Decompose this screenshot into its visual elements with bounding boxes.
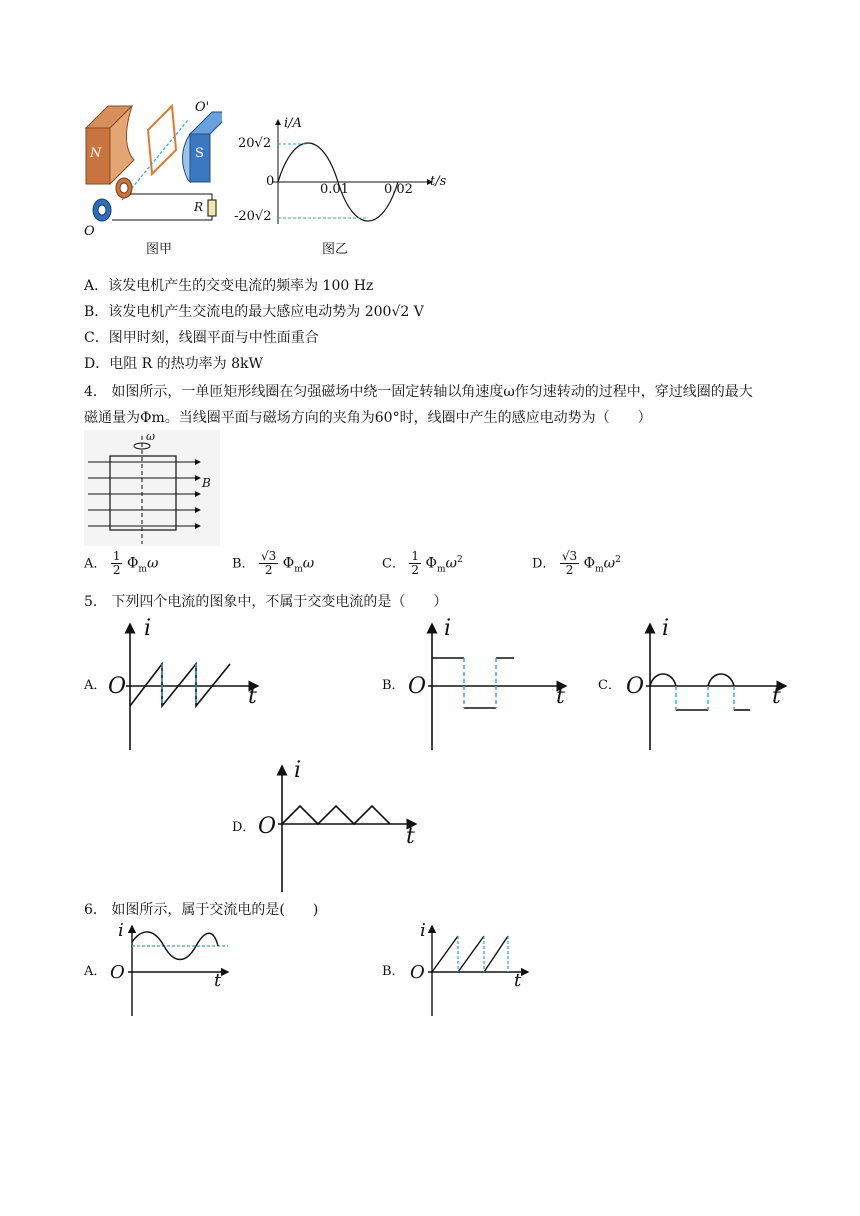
q5c-origin: O xyxy=(626,674,645,699)
q5b-axis-i: i xyxy=(444,616,452,641)
q6-stem: 6． 如图所示，属于交流电的是( ) xyxy=(84,902,319,918)
q4-option-b: B． $\frac{√3}{2}$ $\Phi_m\omega$ xyxy=(232,549,315,577)
axis-o-label: O xyxy=(84,224,95,239)
graph-y-bottom: -20√2 xyxy=(234,209,272,224)
q5a-axis-t: t xyxy=(248,684,257,709)
q5d-axis-t: t xyxy=(406,824,415,849)
q6-option-b-label: B． xyxy=(382,964,405,979)
q5-graph-c xyxy=(622,618,798,752)
q5-graph-b xyxy=(404,618,574,752)
q4-option-a: A． $\frac{1}{2}$ $\Phi_m\omega$ xyxy=(84,549,159,577)
q6b-axis-t: t xyxy=(514,970,522,991)
q5-option-a-label: A． xyxy=(84,678,107,693)
resistor-label: R xyxy=(194,200,204,214)
q5d-axis-i: i xyxy=(294,758,302,783)
q3-option-a: A．该发电机产生的交变电流的频率为 100 Hz xyxy=(84,278,374,294)
q4-omega-label: ω xyxy=(146,430,155,443)
q6a-origin: O xyxy=(110,962,125,983)
q6-graph-a xyxy=(108,922,234,1018)
q3-option-d: D．电阻 R 的热功率为 8kW xyxy=(84,356,263,372)
graph-x-label: t/s xyxy=(430,174,447,189)
current-graph xyxy=(232,112,452,232)
q6b-origin: O xyxy=(410,962,425,983)
q4-stem-line2: 磁通量为Φm。当线圈平面与磁场方向的夹角为60°时，线圈中产生的感应电动势为（ ） xyxy=(84,410,652,426)
q4-option-d: D． $\frac{√3}{2}$ $\Phi_m\omega^2$ xyxy=(532,549,621,578)
q5b-origin: O xyxy=(408,674,427,699)
q3-option-b: B．该发电机产生交流电的最大感应电动势为 200√2 V xyxy=(84,304,424,320)
q6-option-a-label: A． xyxy=(84,964,107,979)
graph-x-tick1: 0.01 xyxy=(320,182,349,197)
axis-o-prime-label: O' xyxy=(195,100,210,115)
caption-figure-yi: 图乙 xyxy=(322,242,349,257)
q5b-axis-t: t xyxy=(556,684,565,709)
q4-coil-figure xyxy=(84,430,220,546)
q5-graph-a xyxy=(106,618,266,752)
graph-x-tick2: 0.02 xyxy=(384,182,413,197)
q6a-axis-t: t xyxy=(214,970,222,991)
q5a-origin: O xyxy=(108,674,127,699)
q4-stem-line1: 4． 如图所示，一单匝矩形线圈在匀强磁场中绕一固定转轴以角速度ω作匀速转动的过程中，穿过线圈的最大 xyxy=(84,384,753,400)
q4-option-c: C． $\frac{1}{2}$ $\Phi_m\omega^2$ xyxy=(382,549,463,578)
q6b-axis-i: i xyxy=(420,920,426,941)
magnet-s-label: S xyxy=(195,146,204,161)
q5a-axis-i: i xyxy=(144,616,152,641)
q5-option-d-label: D． xyxy=(232,820,256,835)
q6-graph-b xyxy=(408,922,534,1018)
q5-option-b-label: B． xyxy=(382,678,405,693)
magnet-n-label: N xyxy=(90,146,102,161)
q5c-axis-t: t xyxy=(772,684,781,709)
graph-origin: 0 xyxy=(266,174,275,189)
q4-b-label: B xyxy=(202,476,211,490)
q5-option-c-label: C． xyxy=(598,678,621,693)
q5-graph-d xyxy=(256,760,422,894)
q3-option-c: C．图甲时刻，线圈平面与中性面重合 xyxy=(84,330,319,346)
q5-stem: 5． 下列四个电流的图象中，不属于交变电流的是（ ） xyxy=(84,594,448,610)
q6a-axis-i: i xyxy=(118,920,124,941)
caption-figure-jia: 图甲 xyxy=(146,242,173,257)
generator-figure xyxy=(82,100,222,260)
graph-y-label: i/A xyxy=(284,116,302,131)
q5d-origin: O xyxy=(258,814,277,839)
graph-y-top: 20√2 xyxy=(238,136,272,151)
q5c-axis-i: i xyxy=(662,616,670,641)
